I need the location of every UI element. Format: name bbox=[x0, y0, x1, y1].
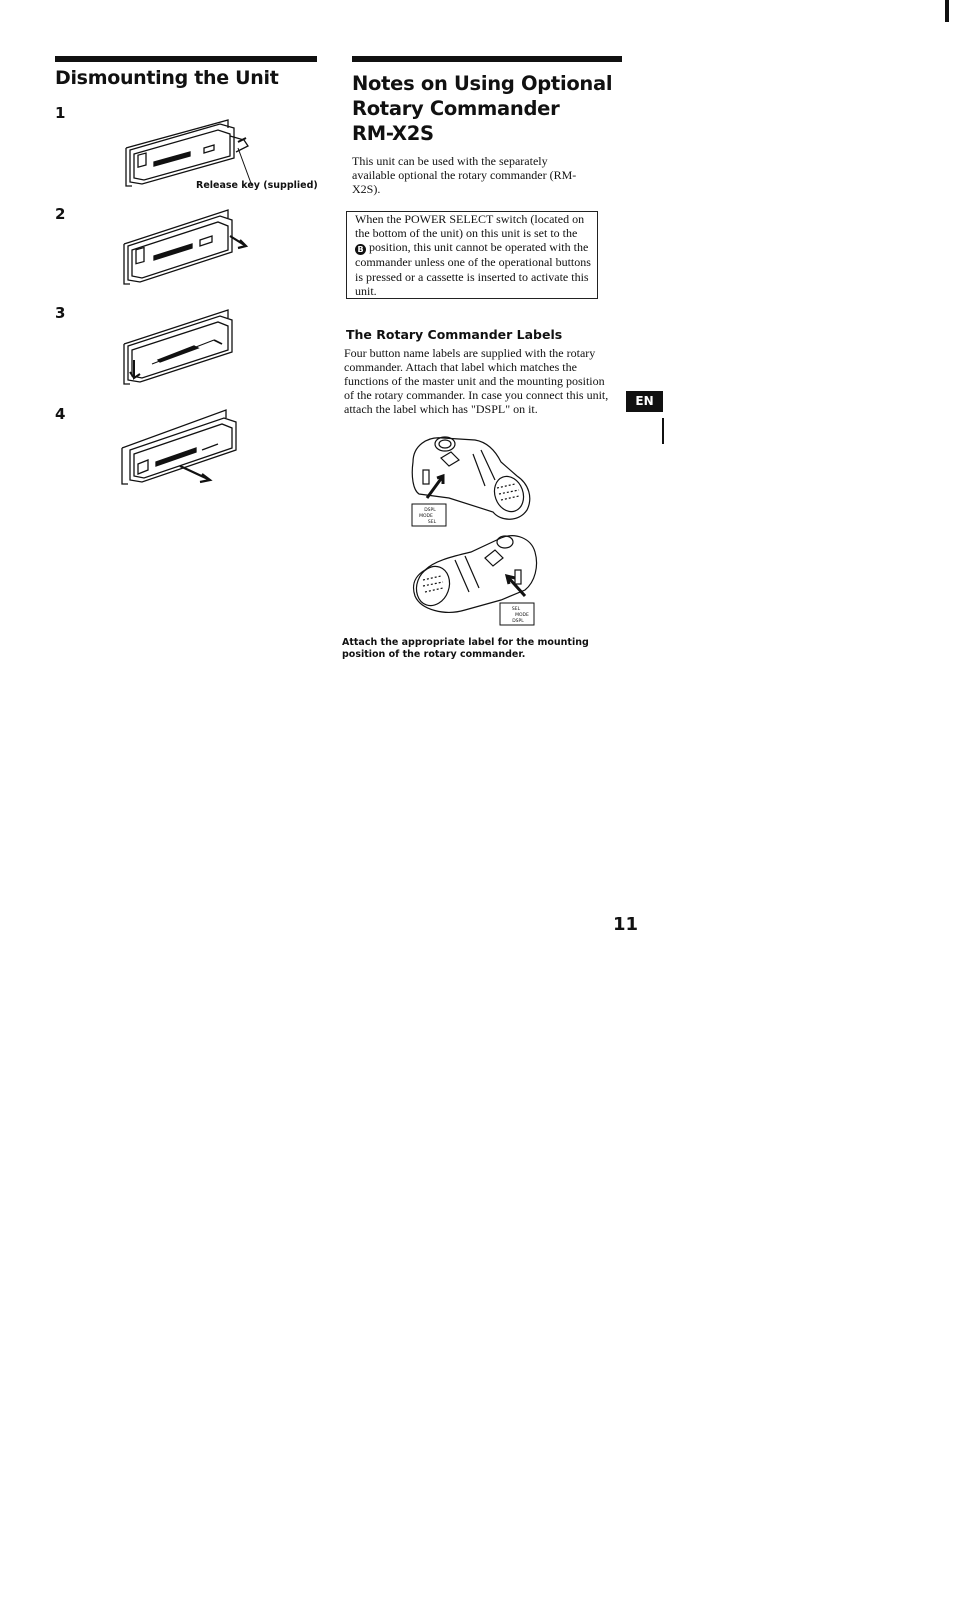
step-number: 3 bbox=[55, 304, 66, 322]
label-card-text: MODE bbox=[419, 514, 433, 519]
label-card-bottom bbox=[498, 601, 538, 627]
heading-line: Rotary Commander bbox=[352, 97, 560, 120]
step-number: 2 bbox=[55, 205, 66, 223]
language-tab: EN bbox=[626, 391, 663, 412]
section-rule bbox=[352, 56, 622, 62]
section-heading: Dismounting the Unit bbox=[55, 67, 279, 89]
labels-paragraph: Four button name labels are supplied with the rotary commander. Attach that label which matches the functions of the master unit and the mounting position of the rotary commander. In case you connect this unit, attach the label which has "DSPL" on it. bbox=[344, 346, 609, 416]
step4-illustration bbox=[118, 404, 258, 486]
step-number: 4 bbox=[55, 405, 66, 423]
page-edge-mark-top bbox=[945, 0, 949, 22]
label-card-text: MODE bbox=[515, 613, 529, 618]
heading-line: RM-X2S bbox=[352, 122, 434, 145]
label-card-text: DSPL bbox=[512, 619, 524, 624]
heading-line: Notes on Using Optional bbox=[352, 72, 613, 95]
step3-illustration bbox=[118, 304, 258, 386]
note-text: When the POWER SELECT switch (located on the bottom of the unit) on this unit is set to the B position, this unit cannot be operated with the commander unless one of the operational buttons is pressed or a cassette is inserted to activate this unit. bbox=[355, 212, 591, 298]
circled-b-icon: B bbox=[355, 244, 366, 255]
page-number: 11 bbox=[613, 914, 639, 935]
label-card-text: SEL bbox=[427, 520, 437, 525]
page-edge-mark-side bbox=[662, 418, 664, 444]
rotary-commander-section bbox=[352, 56, 622, 146]
intro-paragraph: This unit can be used with the separately available optional the rotary commander (RM-X2S). bbox=[352, 154, 577, 196]
section-rule bbox=[55, 56, 317, 62]
step-number: 1 bbox=[55, 104, 66, 122]
figure-caption: Attach the appropriate label for the mounting position of the rotary commander. bbox=[342, 637, 589, 660]
dismount-section bbox=[55, 56, 317, 89]
step2-illustration bbox=[120, 206, 260, 286]
step1-illustration bbox=[120, 108, 260, 188]
label-card-text: DSPL bbox=[424, 508, 436, 513]
subheading: The Rotary Commander Labels bbox=[346, 327, 563, 342]
power-select-note bbox=[346, 211, 598, 299]
section-heading bbox=[352, 71, 622, 146]
label-card-text: SEL bbox=[511, 607, 521, 612]
label-card-top bbox=[410, 502, 450, 528]
release-key-caption: Release key (supplied) bbox=[196, 180, 318, 191]
